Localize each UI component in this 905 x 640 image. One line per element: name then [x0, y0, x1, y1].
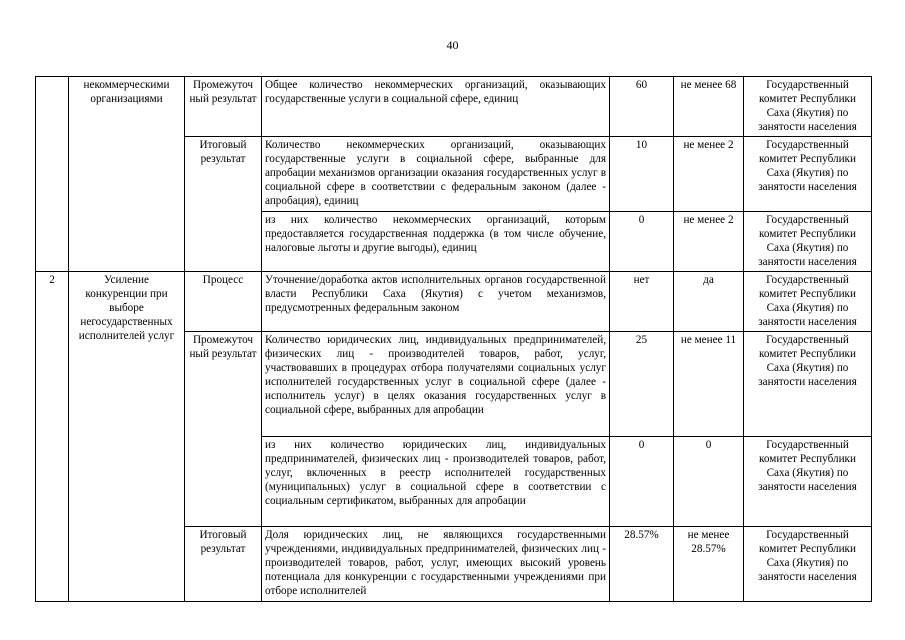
- indicator-cell: Количество юридических лиц, индивидуальных предпринимателей, физических лиц - производителей товаров, работ, услуг, участвовавших в процедурах отбора получателями социальных услуг исполнителей государственных услуг в социальной сфере (далее - исполнитель услуг) в целях оказания государственных услуг в социальной сфере, выбранных для апробации: [262, 332, 610, 437]
- task-number-cell: 2: [36, 272, 69, 602]
- responsible-cell: Государственный комитет Республики Саха (Якутия) по занятости населения: [744, 332, 872, 437]
- task-number-cell: [36, 77, 69, 272]
- responsible-cell: Государственный комитет Республики Саха (Якутия) по занятости населения: [744, 437, 872, 527]
- responsible-cell: Государственный комитет Республики Саха (Якутия) по занятости населения: [744, 137, 872, 212]
- target-value-cell: не менее 68: [674, 77, 744, 137]
- task-name-cell: некоммерческими организациями: [69, 77, 185, 272]
- responsible-cell: Государственный комитет Республики Саха (Якутия) по занятости населения: [744, 272, 872, 332]
- responsible-cell: Государственный комитет Республики Саха (Якутия) по занятости населения: [744, 212, 872, 272]
- result-type-cell: Итоговый результат: [185, 527, 262, 602]
- indicator-cell: из них количество юридических лиц, индивидуальных предпринимателей, физических лиц - производителей товаров, работ, услуг, включенных в реестр исполнителей государственных (муниципальных) услуг в социальной сфере в соответствии с социальным сертификатом, выбранных для апробации: [262, 437, 610, 527]
- indicator-cell: из них количество некоммерческих организаций, которым предоставляется государственная поддержка (в том числе обучение, налоговые льготы и другие выгоды), единиц: [262, 212, 610, 272]
- indicator-cell: Уточнение/доработка актов исполнительных органов государственной власти Республики Саха (Якутия) с учетом механизмов, предусмотренных федеральным законом: [262, 272, 610, 332]
- base-value-cell: 0: [610, 212, 674, 272]
- result-type-cell: Промежуточ ный результат: [185, 77, 262, 137]
- target-value-cell: не менее 2: [674, 212, 744, 272]
- indicator-cell: Общее количество некоммерческих организаций, оказывающих государственные услуги в социальной сфере, единиц: [262, 77, 610, 137]
- base-value-cell: 28.57%: [610, 527, 674, 602]
- document-table: [35, 76, 872, 602]
- indicator-cell: Доля юридических лиц, не являющихся государственными учреждениями, индивидуальных предпринимателей, физических лиц - производителей товаров, работ, услуг, имеющих высокий уровень потенциала для конкуренции с государственными учреждениями при отборе исполнителей: [262, 527, 610, 602]
- responsible-cell: Государственный комитет Республики Саха (Якутия) по занятости населения: [744, 527, 872, 602]
- target-value-cell: не менее 11: [674, 332, 744, 437]
- base-value-cell: 0: [610, 437, 674, 527]
- base-value-cell: 60: [610, 77, 674, 137]
- result-type-cell: Процесс: [185, 272, 262, 332]
- base-value-cell: 10: [610, 137, 674, 212]
- table-row: [36, 272, 872, 332]
- result-type-cell: Итоговый результат: [185, 137, 262, 272]
- base-value-cell: нет: [610, 272, 674, 332]
- indicator-cell: Количество некоммерческих организаций, оказывающих государственные услуги в социальной сфере, выбранные для апробации механизмов организации оказания государственных услуг в социальной сфере в соответствии с федеральным законом (далее - апробация), единиц: [262, 137, 610, 212]
- result-type-cell: Промежуточ ный результат: [185, 332, 262, 527]
- target-value-cell: не менее 28.57%: [674, 527, 744, 602]
- table-row: [36, 77, 872, 137]
- base-value-cell: 25: [610, 332, 674, 437]
- target-value-cell: 0: [674, 437, 744, 527]
- target-value-cell: да: [674, 272, 744, 332]
- task-name-cell: Усиление конкуренции при выборе негосударственных исполнителей услуг: [69, 272, 185, 602]
- responsible-cell: Государственный комитет Республики Саха (Якутия) по занятости населения: [744, 77, 872, 137]
- page-number: 40: [446, 38, 459, 52]
- target-value-cell: не менее 2: [674, 137, 744, 212]
